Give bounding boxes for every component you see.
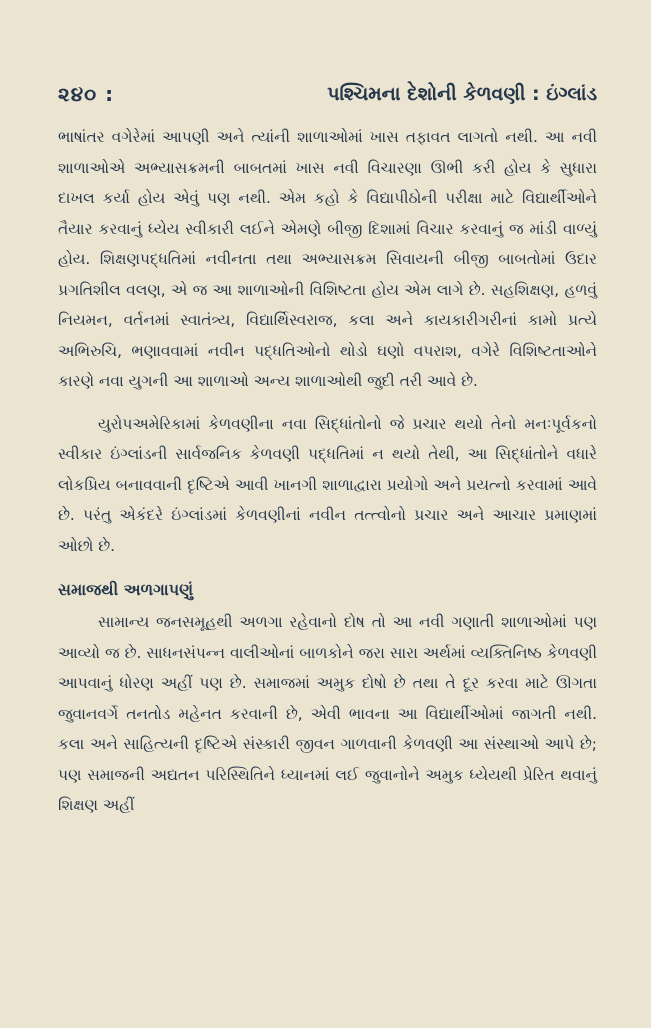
running-title: પશ્ચિમના દેશોની કેળવણી : ઇંગ્લાંડ [327,83,597,105]
paragraph-2: યુરોપઅમેરિકામાં કેળવણીના નવા સિદ્ધાંતોનો જે પ્રચાર થયો તેનો મનઃપૂર્વકનો સ્વીકાર ઇંગ્લાંડની સાર્વજનિક કેળવણી પદ્ધતિમાં ન થયો તેથી, આ સિદ્ધાંતોને વધારે લોકપ્રિય બનાવવાની દૃષ્ટિએ આવી ખાનગી શાળાદ્વારા પ્રયોગો અને પ્રયત્નો કરવામાં આવે છે. પરંતુ એકંદરે ઇંગ્લાંડમાં કેળવણીનાં નવીન તત્ત્વોનો પ્રચાર અને આચાર પ્રમાણમાં ઓછો છે. [58,414,597,555]
page-header [58,76,597,112]
section-heading: સમાજથી અળગાપણું [58,580,194,599]
page-body [58,122,597,821]
paragraph-3: સામાન્ય જનસમૂહથી અળગા રહેવાનો દોષ તો આ નવી ગણાતી શાળાઓમાં પણ આવ્યો જ છે. સાધનસંપન્ન વાલીઓનાં બાળકોને જરા સારા અર્થમાં વ્યક્તિનિષ્ઠ કેળવણી આપવાનું ધોરણ અહીં પણ છે. સમાજમાં અમુક દોષો છે તથા તે દૂર કરવા માટે ઊગતા જુવાનવર્ગે તનતોડ મહેનત કરવાની છે, એવી ભાવના આ વિદ્યાર્થીઓમાં જાગતી નથી. કલા અને સાહિત્યની દૃષ્ટિએ સંસ્કારી જીવન ગાળવાની કેળવણી આ સંસ્થાઓ આપે છે; પણ સમાજની અદ્યતન પરિસ્થિતિને ધ્યાનમાં લઈ જુવાનોને અમુક ધ્યેયથી પ્રેરિત થવાનું શિક્ષણ અહીં [58,613,597,814]
paragraph-1: ભાષાંતર વગેરેમાં આપણી અને ત્યાંની શાળાઓમાં ખાસ તફાવત લાગતો નથી. આ નવી શાળાઓએ અભ્યાસક્રમની બાબતમાં ખાસ નવી વિચારણા ઊભી કરી હોય કે સુધારા દાખલ કર્યા હોય એવું પણ નથી. એમ કહો કે વિદ્યાપીઠોની પરીક્ષા માટે વિદ્યાર્થીઓને તૈયાર કરવાનું ધ્યેય સ્વીકારી લઈને એમણે બીજી દિશામાં વિચાર કરવાનું જ માંડી વાળ્યું હોય. શિક્ષણપદ્ધતિમાં નવીનતા તથા અભ્યાસક્રમ સિવાયની બીજી બાબતોમાં ઉદાર પ્રગતિશીલ વલણ, એ જ આ શાળાઓની વિશિષ્ટતા હોય એમ લાગે છે. સહશિક્ષણ, હળવું નિયમન, વર્તનમાં સ્વાતંત્ર્ય, વિદ્યાર્થિસ્વરાજ, કલા અને કાયકારીગરીનાં કામો પ્રત્યે અભિરુચિ, ભણાવવામાં નવીન પદ્ધતિઓનો થોડો ઘણો વપરાશ, વગેરે વિશિષ્ટતાઓને કારણે નવા યુગની આ શાળાઓ અન્ય શાળાઓથી જુદી તરી આવે છે. [58,128,597,390]
page-number: ૨૪૦ : [58,82,115,106]
